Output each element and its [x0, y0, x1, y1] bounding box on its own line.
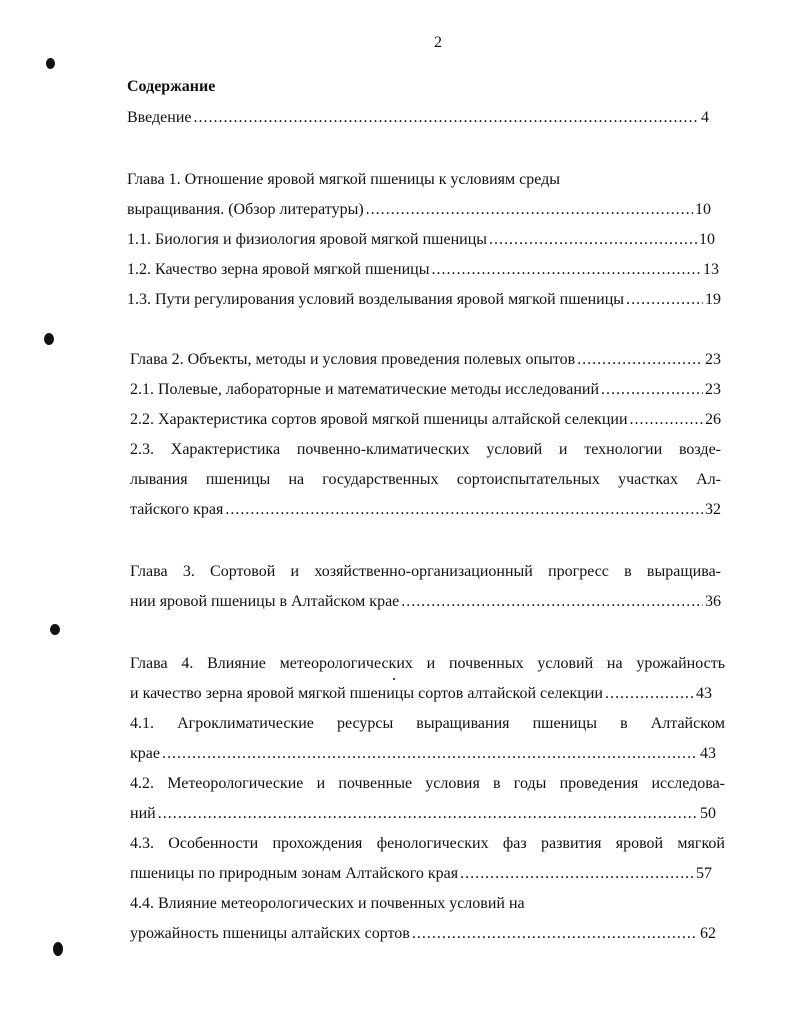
entry-text: тайского края: [130, 501, 224, 518]
dot-leader: [162, 744, 698, 764]
entry-text: 1.1. Биология и физиология яровой мягкой пшеницы: [127, 231, 487, 248]
entry-page: 19: [705, 291, 721, 308]
toc-entry-4-2: [130, 804, 716, 824]
entry-page: 4: [701, 109, 709, 126]
toc-entry-ch3-line1: Глава 3. Сортовой и хозяйственно-организационный прогресс в выращива-: [130, 563, 721, 580]
entry-text: крае: [130, 745, 160, 762]
dot-leader: [158, 804, 698, 824]
dot-leader: [194, 108, 700, 128]
entry-page: 62: [700, 925, 716, 942]
toc-entry-ch2: [130, 350, 721, 370]
toc-entry-4-2-line1: 4.2. Метеорологические и почвенные условия в годы проведения исследова-: [130, 775, 725, 792]
entry-page: 43: [700, 745, 716, 762]
toc-entry-4-4-line1: 4.4. Влияние метеорологических и почвенных условий на: [130, 895, 525, 912]
toc-entry-intro: [127, 108, 709, 128]
toc-entry-2-3: [130, 500, 721, 520]
dot-leader: [630, 410, 704, 430]
entry-page: 10: [699, 231, 715, 248]
entry-text: пшеницы по природным зонам Алтайского края: [130, 865, 459, 882]
toc-title: Содержание: [127, 78, 216, 95]
toc-entry-2-3-line1: 2.3. Характеристика почвенно-климатических условий и технологии возде-: [130, 441, 721, 458]
entry-text: нии яровой пшеницы в Алтайском крае: [130, 593, 400, 610]
toc-entry-1-2: [127, 260, 719, 280]
toc-entry-1-3: [127, 290, 721, 310]
dot-leader: [601, 380, 703, 400]
toc-entry-4-3: [130, 864, 712, 884]
toc-entry-4-4: [130, 924, 716, 944]
entry-text: Глава 2. Объекты, методы и условия проведения полевых опытов: [130, 351, 576, 368]
dot-leader: [489, 230, 697, 250]
entry-page: 26: [705, 411, 721, 428]
toc-entry-ch4-line1: Глава 4. Влияние метеорологических и почвенных условий на урожайность: [130, 655, 725, 672]
dot-leader: [401, 592, 703, 612]
toc-entry-4-3-line1: 4.3. Особенности прохождения фенологических фаз развития яровой мягкой: [130, 835, 725, 852]
toc-entry-ch1: [127, 200, 711, 220]
entry-text: ний: [130, 805, 156, 822]
toc-entry-4-1: [130, 744, 716, 764]
dot-leader: [605, 684, 694, 704]
toc-entry-2-3-line2: лывания пшеницы на государственных сортоиспытательных участках Ал-: [130, 471, 721, 488]
entry-page: 23: [705, 351, 721, 368]
toc-entry-1-1: [127, 230, 715, 250]
toc-entry-ch4: [130, 684, 712, 704]
dot-leader: [431, 260, 701, 280]
toc-entry-4-1-line1: 4.1. Агроклиматические ресурсы выращивания пшеницы в Алтайском: [130, 715, 725, 732]
toc-entry-ch1-line1: Глава 1. Отношение яровой мягкой пшеницы к условиям среды: [127, 171, 561, 188]
page-number: 2: [434, 34, 442, 51]
entry-page: 23: [705, 381, 721, 398]
scan-blot: [44, 333, 54, 345]
entry-text: выращивания. (Обзор литературы): [127, 201, 364, 218]
dot-leader: [225, 500, 703, 520]
entry-text: 1.2. Качество зерна яровой мягкой пшеницы: [127, 261, 430, 278]
entry-page: 43: [696, 685, 712, 702]
dot-leader: [577, 350, 703, 370]
entry-page: 32: [705, 501, 721, 518]
entry-page: 57: [696, 865, 712, 882]
toc-entry-2-1: [130, 380, 721, 400]
scan-blot: [50, 624, 60, 635]
entry-text: 1.3. Пути регулирования условий возделывания яровой мягкой пшеницы: [127, 291, 625, 308]
entry-page: 50: [700, 805, 716, 822]
entry-text: и качество зерна яровой мягкой пшеницы сортов алтайской селекции: [130, 685, 603, 702]
toc-entry-2-2: [130, 410, 721, 430]
entry-page: 10: [695, 201, 711, 218]
entry-text: Введение: [127, 109, 192, 126]
scan-blot: [53, 942, 63, 956]
entry-text: 2.2. Характеристика сортов яровой мягкой пшеницы алтайской селекции: [130, 411, 628, 428]
dot-leader: [626, 290, 703, 310]
dot-leader: [366, 200, 693, 220]
dot-leader: [460, 864, 694, 884]
entry-page: 36: [705, 593, 721, 610]
entry-text: 2.1. Полевые, лабораторные и математические методы исследований: [130, 381, 599, 398]
entry-page: 13: [703, 261, 719, 278]
dot-leader: [412, 924, 698, 944]
scan-speck: [393, 678, 395, 680]
scan-blot: [46, 58, 55, 69]
entry-text: урожайность пшеницы алтайских сортов: [130, 925, 410, 942]
toc-entry-ch3: [130, 592, 721, 612]
